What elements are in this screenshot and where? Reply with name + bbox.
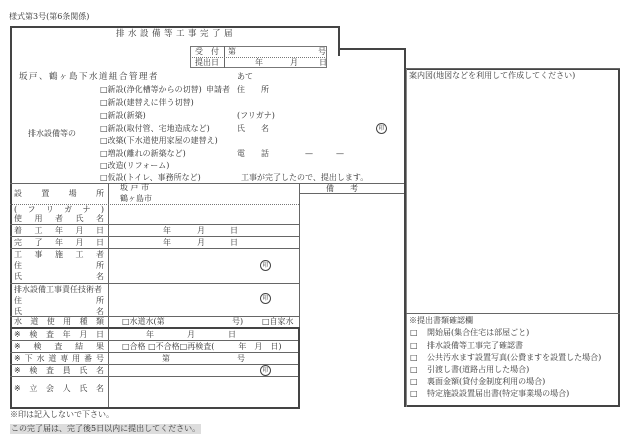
row-line	[10, 283, 299, 284]
submit-date-label: 提出日	[195, 58, 219, 67]
location-label	[14, 190, 104, 198]
label-char: 道	[30, 317, 39, 326]
label-char: 検	[29, 330, 38, 339]
inspection-day: 日	[228, 330, 236, 339]
remarks-header-line	[299, 193, 404, 194]
label-char: 住	[14, 296, 22, 305]
doc-item-4: 引渡し書(道路占用した場合)	[427, 365, 530, 374]
label-char: 査	[46, 330, 55, 339]
label-char: 名	[96, 307, 104, 316]
applicant-furigana-label: (フリガナ)	[237, 111, 275, 120]
label-char: 査	[54, 342, 63, 351]
contractor-seal-icon: 印	[260, 260, 271, 271]
label-char: 所	[96, 296, 104, 305]
label-char: 工	[75, 250, 84, 259]
label-char: 使	[46, 317, 55, 326]
label-char: 結	[75, 342, 84, 351]
applicant-address-field[interactable]	[275, 84, 395, 95]
label-char: 氏	[79, 366, 88, 375]
office-section-right	[298, 327, 300, 408]
doc-item-5: 裏面金額(貸付金制度利用の場合)	[427, 377, 546, 386]
label-char: 施	[55, 250, 63, 259]
label-char: リ	[45, 205, 54, 214]
label-char: 月	[75, 238, 84, 247]
inspector-seal-icon: 印	[260, 365, 271, 376]
receipt-number-field[interactable]	[240, 47, 315, 56]
map-area[interactable]	[408, 84, 618, 309]
frame-bottom-left	[10, 407, 300, 409]
inspection-month: 月	[187, 330, 195, 339]
label-char: ※	[14, 384, 21, 393]
label-char: 番	[84, 354, 93, 363]
water-type-tap-suffix: 号)	[232, 317, 244, 326]
label-char: 設	[14, 189, 22, 198]
contractor-field[interactable]	[110, 250, 260, 282]
map-top	[406, 68, 620, 69]
right-inner-left	[406, 68, 407, 407]
submit-date-field[interactable]	[226, 58, 326, 67]
label-char: 氏	[75, 214, 84, 223]
location-city-2: 鶴ヶ島市	[120, 194, 152, 203]
header-box-right-edge	[338, 26, 340, 56]
label-char: 工	[14, 250, 22, 259]
applicant-phone-label: 電 話	[237, 149, 269, 158]
phone-dash-2: —	[336, 149, 344, 158]
water-type-label	[14, 318, 104, 326]
map-label: 案内図(地図などを利用して作成してください)	[409, 71, 576, 80]
sewer-number-prefix: 第	[162, 354, 170, 363]
label-char: 所	[95, 189, 104, 198]
label-char: 下	[24, 354, 33, 363]
label-char: ※	[14, 354, 21, 363]
sewer-number-field[interactable]	[175, 353, 235, 364]
submit-month: 月	[290, 58, 298, 67]
work-type-option-4[interactable]: □新設(取付管、宅地造成など)	[100, 124, 210, 133]
row-line	[10, 248, 299, 249]
water-type-private-checkbox[interactable]: □自家水	[262, 317, 294, 326]
end-day: 日	[230, 238, 238, 247]
label-char: 年	[55, 238, 63, 247]
label-char: 名	[95, 366, 104, 375]
office-section-top	[10, 327, 300, 329]
label-char: 会	[46, 384, 55, 393]
doc-checkbox-3[interactable]: □	[410, 353, 418, 362]
label-char: 名	[96, 214, 104, 223]
label-char: 用	[72, 354, 81, 363]
start-month: 月	[197, 226, 205, 235]
label-char: 工	[34, 226, 43, 235]
location-field[interactable]	[155, 184, 295, 203]
header-step-line	[338, 48, 406, 50]
engineer-seal-icon: 印	[260, 293, 271, 304]
phone-dash-1: —	[305, 149, 313, 158]
addressee: 坂戸、鶴ヶ島下水道組合管理者	[19, 72, 160, 82]
end-date-label	[14, 239, 104, 247]
row-line	[10, 352, 299, 353]
doc-checkbox-4[interactable]: □	[410, 365, 418, 374]
engineer-name-label	[14, 308, 104, 316]
applicant-phone-field[interactable]	[275, 148, 365, 159]
label-char: 類	[95, 317, 104, 326]
doc-checkbox-2[interactable]: □	[410, 341, 418, 350]
label-char: ナ	[82, 205, 91, 214]
end-month: 月	[197, 238, 205, 247]
remarks-field[interactable]	[301, 195, 402, 405]
label-char: 水	[36, 354, 45, 363]
work-type-option-6[interactable]: □増設(離れの新築など)	[100, 149, 186, 158]
declaration: 工事が完了したので、提出します。	[241, 173, 369, 182]
water-type-tap-checkbox[interactable]: □水道水(第	[122, 317, 165, 326]
doc-item-6: 特定施設設置届出書(特定事業場の場合)	[427, 389, 570, 398]
label-char: 用	[63, 317, 72, 326]
work-type-option-7[interactable]: □改造(リフォーム)	[100, 161, 170, 170]
work-type-option-2[interactable]: □新設(建替えに伴う切替)	[100, 98, 194, 107]
label-char: 氏	[79, 384, 88, 393]
documents-divider	[406, 313, 620, 314]
inspection-date-label	[14, 331, 104, 339]
contractor-address-label	[14, 262, 104, 270]
label-char: )	[100, 205, 104, 214]
user-name-field[interactable]	[110, 206, 297, 224]
label-char: 場	[68, 189, 77, 198]
label-char: 日	[95, 330, 104, 339]
doc-item-3: 公共汚水ます設置写真(公費ますを設置した場合)	[427, 353, 602, 362]
label-char: ※	[14, 330, 21, 339]
doc-checkbox-6[interactable]: □	[410, 389, 418, 398]
label-char: 名	[95, 384, 104, 393]
label-char: 果	[95, 342, 104, 351]
location-city-1: 坂 戸 市	[120, 183, 150, 192]
label-char: 員	[62, 366, 71, 375]
start-year: 年	[163, 226, 171, 235]
form-number: 様式第3号(第6条関係)	[9, 12, 90, 21]
label-char: フ	[27, 205, 36, 214]
label-char: ガ	[64, 205, 73, 214]
user-name-label	[14, 215, 104, 223]
sewer-number-label	[14, 355, 104, 363]
doc-item-1: 開始届(集合住宅は部屋ごと)	[427, 328, 530, 337]
label-char: (	[14, 205, 18, 214]
label-char: 道	[48, 354, 57, 363]
applicant-name-label: 氏 名	[237, 124, 269, 133]
label-char: 氏	[14, 272, 22, 281]
label-char: 専	[60, 354, 69, 363]
doc-checkbox-1[interactable]: □	[410, 328, 418, 337]
inspector-label	[14, 367, 104, 375]
doc-item-2: 排水設備等工事完了確認書	[427, 341, 523, 350]
applicant-label: 申請者	[206, 85, 230, 94]
label-char: 住	[14, 261, 22, 270]
label-char: 号	[95, 354, 104, 363]
footnote-deadline: この完了届は、完了後5日以内に提出してください。	[11, 424, 201, 433]
label-char: 水	[14, 317, 22, 326]
label-char: 了	[34, 238, 43, 247]
witness-label	[14, 385, 104, 393]
frame-left	[10, 26, 12, 408]
work-type-option-3[interactable]: □新設(新築)	[100, 111, 146, 120]
label-char: 月	[75, 226, 84, 235]
label-char: 用	[34, 214, 43, 223]
label-char: 査	[46, 366, 55, 375]
witness-name-field[interactable]	[110, 377, 297, 406]
label-char: 事	[34, 250, 43, 259]
row-line	[10, 340, 299, 341]
receipt-number-suffix: 号	[318, 47, 326, 56]
label-char: 年	[62, 330, 71, 339]
doc-checkbox-5[interactable]: □	[410, 377, 418, 386]
label-char: 検	[29, 366, 38, 375]
work-type-label: 排水設備等の	[28, 129, 76, 138]
label-char: 置	[41, 189, 50, 198]
label-char: 月	[79, 330, 88, 339]
label-col-divider	[108, 183, 109, 407]
label-char: 日	[96, 238, 104, 247]
inspector-name-field[interactable]	[110, 365, 260, 376]
label-char: 着	[14, 226, 22, 235]
label-char: 完	[14, 238, 22, 247]
work-type-option-5[interactable]: □改築(下水道使用家屋の建替え)	[100, 136, 218, 145]
footnote-no-entry: ※印は記入しないで下さい。	[10, 410, 114, 419]
label-char: 者	[55, 214, 63, 223]
work-type-option-8[interactable]: □仮設(トイレ、事務所など)	[100, 173, 201, 182]
label-char: 年	[55, 226, 63, 235]
end-year: 年	[163, 238, 171, 247]
label-char: 日	[96, 226, 104, 235]
label-char: ※	[14, 366, 21, 375]
label-char: 種	[79, 317, 88, 326]
label-char: ※	[14, 342, 21, 351]
receipt-number-prefix: 第	[228, 47, 236, 56]
documents-title: ※提出書類確認欄	[409, 316, 473, 325]
label-char: 立	[29, 384, 38, 393]
start-day: 日	[230, 226, 238, 235]
engineer-label: 排水設備工事責任技術者	[14, 285, 102, 294]
applicant-name-field[interactable]	[275, 123, 375, 134]
addressee-suffix: あて	[237, 72, 253, 81]
furigana-label	[14, 206, 104, 214]
inspection-year: 年	[146, 330, 154, 339]
inspection-result-label	[14, 343, 104, 351]
inspection-result-options[interactable]: □合格 □不合格□再検査( 年 月 日)	[122, 342, 282, 351]
label-char: 者	[96, 250, 104, 259]
submit-year: 年	[255, 58, 263, 67]
label-char: 氏	[14, 307, 22, 316]
applicant-address-label: 住 所	[237, 85, 269, 94]
label-char: 人	[62, 384, 71, 393]
submit-day: 日	[319, 58, 327, 67]
engineer-address-label	[14, 297, 104, 305]
label-char: 所	[96, 261, 104, 270]
applicant-seal-icon: 印	[376, 123, 387, 134]
remarks-label: 備 考	[326, 184, 358, 193]
sewer-number-suffix: 号	[237, 354, 245, 363]
page-title: 排水設備等工事完了届	[116, 29, 237, 39]
label-char: 名	[96, 272, 104, 281]
contractor-name-label	[14, 273, 104, 281]
receipt-accept-label: 受 付	[195, 47, 219, 56]
work-type-option-1[interactable]: □新設(浄化槽等からの切替)	[100, 85, 202, 94]
start-date-label	[14, 227, 104, 235]
label-char: 使	[14, 214, 22, 223]
contractor-label	[14, 251, 104, 259]
engineer-field[interactable]	[110, 285, 260, 317]
label-char: 検	[33, 342, 42, 351]
applicant-furigana-field[interactable]	[275, 110, 395, 121]
